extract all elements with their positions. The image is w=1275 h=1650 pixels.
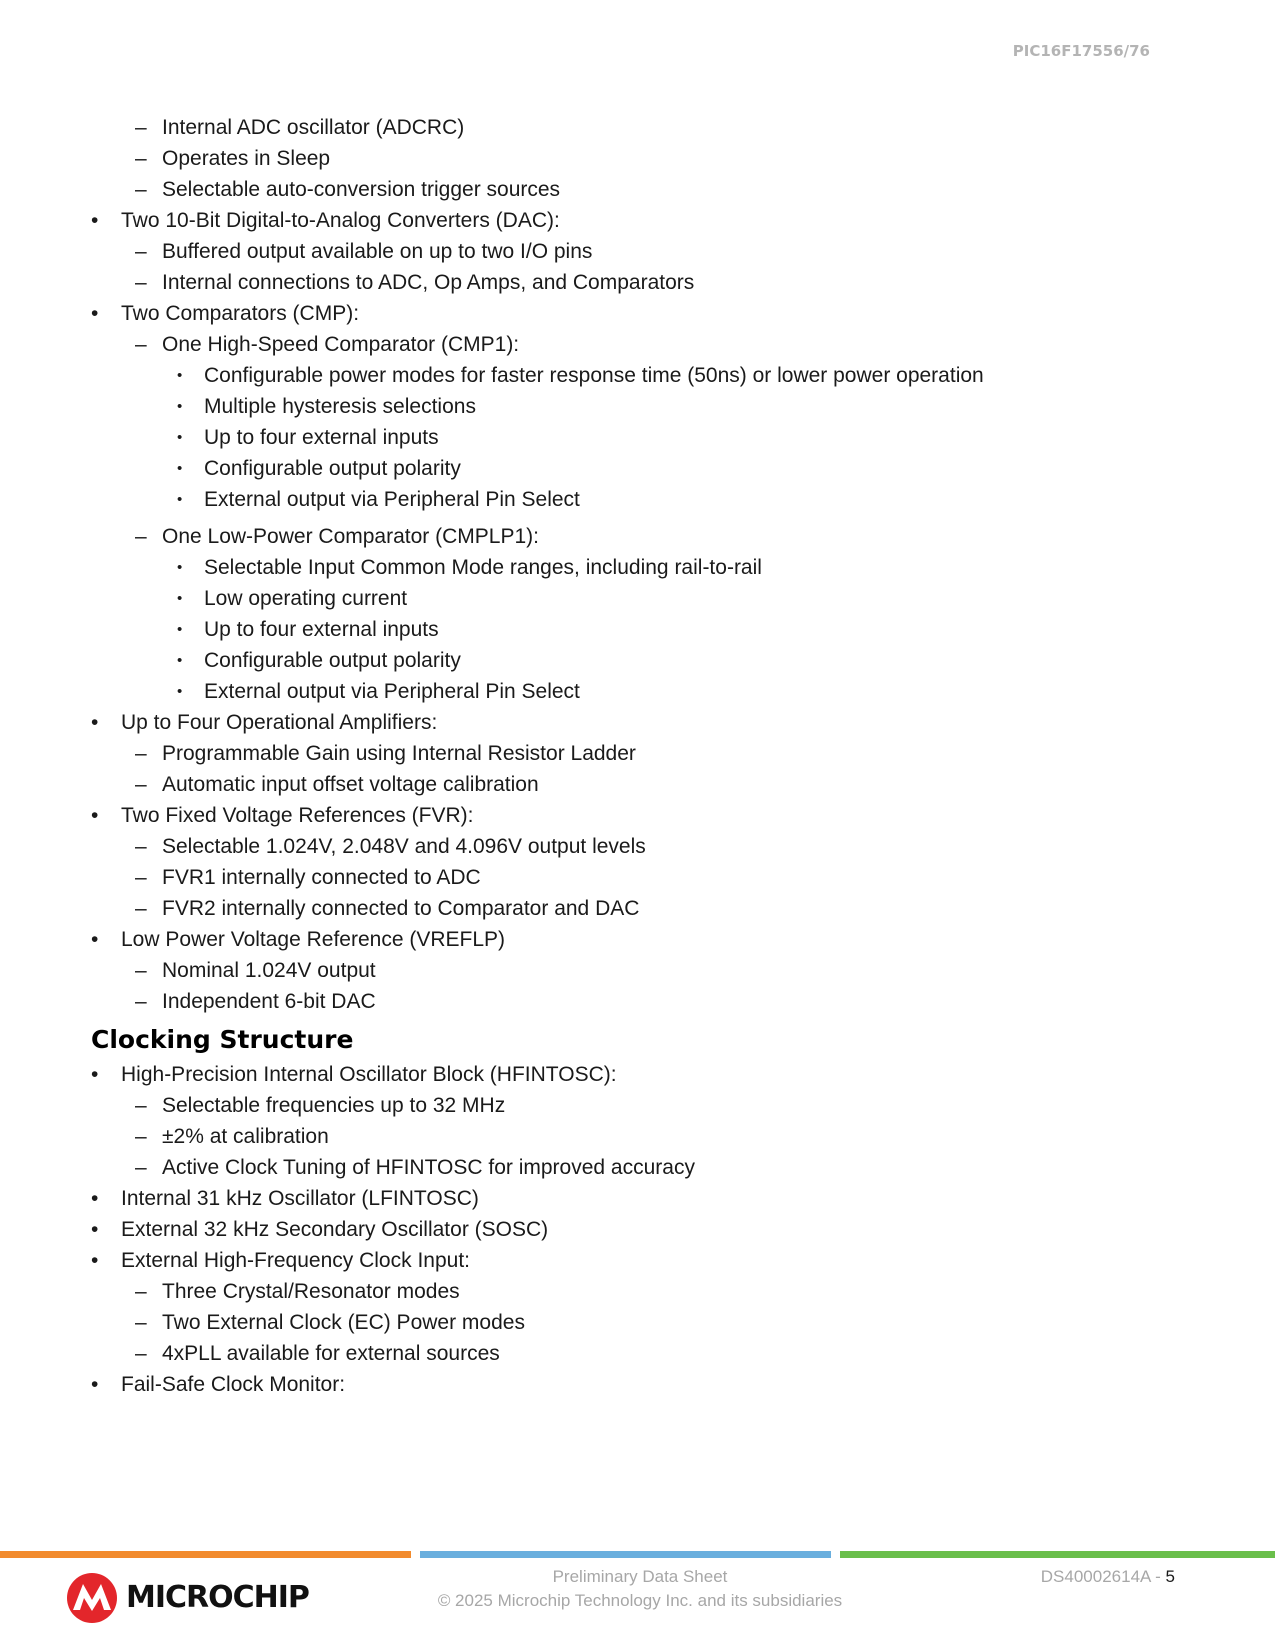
list-item-level-2 — [91, 329, 1191, 360]
list-item-level-1 — [91, 707, 1191, 738]
logo-wordmark: MICROCHIP — [126, 1580, 309, 1615]
dash-marker: – — [135, 240, 147, 263]
list-item-text: Internal 31 kHz Oscillator (LFINTOSC) — [121, 1187, 479, 1210]
list-item-level-1 — [91, 1183, 1191, 1214]
list-item-level-3 — [91, 484, 1191, 515]
list-item-text: Up to four external inputs — [204, 426, 439, 449]
list-item-level-2 — [91, 1276, 1191, 1307]
footer-separator: - — [1150, 1567, 1166, 1586]
list-item-text: High-Precision Internal Oscillator Block (HFINTOSC): — [121, 1063, 617, 1086]
list-item-text: FVR2 internally connected to Comparator and DAC — [162, 897, 640, 920]
list-item-level-3 — [91, 422, 1191, 453]
bullet-marker: • — [91, 1218, 99, 1241]
list-item-level-2 — [91, 174, 1191, 205]
list-item-level-3 — [91, 614, 1191, 645]
list-item-text: Internal connections to ADC, Op Amps, and Comparators — [162, 271, 695, 294]
footer-copyright: © 2025 Microchip Technology Inc. and its subsidiaries — [437, 1591, 843, 1610]
dash-marker: – — [135, 835, 147, 858]
list-item-level-2 — [91, 769, 1191, 800]
list-item-text: Three Crystal/Resonator modes — [162, 1280, 460, 1303]
list-item-text: Automatic input offset voltage calibration — [162, 773, 539, 796]
document-id-header: PIC16F17556/76 — [1012, 42, 1150, 60]
list-item-level-1 — [91, 1369, 1191, 1400]
dash-marker: – — [135, 897, 147, 920]
list-item-level-3 — [91, 360, 1191, 391]
list-item-level-2 — [91, 1152, 1191, 1183]
list-item-level-2 — [91, 267, 1191, 298]
list-item-text: External 32 kHz Secondary Oscillator (SOSC) — [121, 1218, 549, 1241]
dash-marker: – — [135, 333, 147, 356]
dash-marker: – — [135, 1156, 147, 1179]
list-item-text: External High-Frequency Clock Input: — [121, 1249, 470, 1272]
list-item-text: Configurable power modes for faster response time (50ns) or lower power operation — [204, 364, 984, 387]
bullet-marker: • — [177, 429, 183, 446]
bullet-marker: • — [91, 302, 99, 325]
list-item-text: Configurable output polarity — [204, 457, 461, 480]
list-item-level-3 — [91, 583, 1191, 614]
list-item-text: Active Clock Tuning of HFINTOSC for improved accuracy — [162, 1156, 695, 1179]
microchip-logo-icon — [64, 1570, 120, 1626]
list-item-text: Multiple hysteresis selections — [204, 395, 476, 418]
list-item-level-1 — [91, 1214, 1191, 1245]
list-item-text: External output via Peripheral Pin Select — [204, 488, 580, 511]
dash-marker: – — [135, 990, 147, 1013]
footer-bar-green — [840, 1551, 1275, 1558]
list-item-text: Selectable Input Common Mode ranges, including rail-to-rail — [204, 556, 762, 579]
list-item-level-2 — [91, 893, 1191, 924]
list-item-level-1 — [91, 298, 1191, 329]
dash-marker: – — [135, 116, 147, 139]
bullet-marker: • — [177, 367, 183, 384]
list-item-level-3 — [91, 552, 1191, 583]
dash-marker: – — [135, 1342, 147, 1365]
dash-marker: – — [135, 773, 147, 796]
list-item-level-1 — [91, 205, 1191, 236]
list-item-level-1 — [91, 800, 1191, 831]
list-item-text: Low operating current — [204, 587, 408, 610]
list-item-level-1 — [91, 924, 1191, 955]
page-number: 5 — [1165, 1567, 1175, 1586]
list-item-level-2 — [91, 986, 1191, 1017]
dash-marker: – — [135, 178, 147, 201]
footer-bar-blue — [420, 1551, 831, 1558]
bullet-marker: • — [177, 559, 183, 576]
bullet-marker: • — [91, 209, 99, 232]
list-item-level-2 — [91, 143, 1191, 174]
bullet-marker: • — [91, 1063, 99, 1086]
list-item-text: Fail-Safe Clock Monitor: — [121, 1373, 346, 1396]
section-heading: Clocking Structure — [91, 1025, 354, 1054]
footer-bar-orange — [0, 1551, 411, 1558]
list-item-text: Programmable Gain using Internal Resistor Ladder — [162, 742, 636, 765]
list-item-text: Two Comparators (CMP): — [121, 302, 360, 325]
list-item-text: FVR1 internally connected to ADC — [162, 866, 481, 889]
list-item-text: Two External Clock (EC) Power modes — [162, 1311, 525, 1334]
list-item-text: External output via Peripheral Pin Select — [204, 680, 580, 703]
dash-marker: – — [135, 525, 147, 548]
dash-marker: – — [135, 271, 147, 294]
bullet-marker: • — [91, 928, 99, 951]
list-item-level-3 — [91, 453, 1191, 484]
bullet-marker: • — [91, 804, 99, 827]
list-item-text: Operates in Sleep — [162, 147, 331, 170]
list-item-text: Buffered output available on up to two I/O pins — [162, 240, 593, 263]
list-item-text: 4xPLL available for external sources — [162, 1342, 500, 1365]
dash-marker: – — [135, 1125, 147, 1148]
bullet-marker: • — [177, 491, 183, 508]
list-item-level-3 — [91, 391, 1191, 422]
dash-marker: – — [135, 742, 147, 765]
list-item-text: Selectable auto-conversion trigger sources — [162, 178, 561, 201]
list-item-level-2 — [91, 831, 1191, 862]
bullet-marker: • — [177, 652, 183, 669]
list-item-level-2 — [91, 521, 1191, 552]
list-item-text: One High-Speed Comparator (CMP1): — [162, 333, 520, 356]
footer-doc-type: Preliminary Data Sheet — [552, 1567, 728, 1586]
list-item-level-2 — [91, 1121, 1191, 1152]
list-item-level-2 — [91, 862, 1191, 893]
list-item-text: Internal ADC oscillator (ADCRC) — [162, 116, 465, 139]
list-item-level-2 — [91, 112, 1191, 143]
bullet-marker: • — [177, 460, 183, 477]
list-item-text: Low Power Voltage Reference (VREFLP) — [121, 928, 506, 951]
list-item-text: Two Fixed Voltage References (FVR): — [121, 804, 474, 827]
list-item-level-1 — [91, 1245, 1191, 1276]
bullet-marker: • — [91, 1187, 99, 1210]
list-item-text: Up to Four Operational Amplifiers: — [121, 711, 438, 734]
dash-marker: – — [135, 1311, 147, 1334]
dash-marker: – — [135, 959, 147, 982]
list-item-text: ±2% at calibration — [162, 1125, 329, 1148]
list-item-level-2 — [91, 738, 1191, 769]
list-item-level-2 — [91, 1090, 1191, 1121]
bullet-marker: • — [177, 590, 183, 607]
list-item-level-3 — [91, 676, 1191, 707]
bullet-marker: • — [177, 683, 183, 700]
bullet-marker: • — [91, 1249, 99, 1272]
bullet-marker: • — [91, 711, 99, 734]
footer-page-info — [1041, 1565, 1175, 1589]
list-item-level-2 — [91, 955, 1191, 986]
list-item-level-2 — [91, 1338, 1191, 1369]
footer-doc-number: DS40002614A — [1040, 1567, 1151, 1586]
bullet-marker: • — [91, 1373, 99, 1396]
list-item-level-2 — [91, 1307, 1191, 1338]
list-item-text: Two 10-Bit Digital-to-Analog Converters (DAC): — [121, 209, 560, 232]
list-item-level-2 — [91, 236, 1191, 267]
list-item-text: Selectable 1.024V, 2.048V and 4.096V output levels — [162, 835, 646, 858]
dash-marker: – — [135, 1280, 147, 1303]
list-item-text: Configurable output polarity — [204, 649, 461, 672]
list-item-text: Independent 6-bit DAC — [162, 990, 376, 1013]
bullet-marker: • — [177, 621, 183, 638]
dash-marker: – — [135, 147, 147, 170]
list-item-level-3 — [91, 645, 1191, 676]
list-item-text: Nominal 1.024V output — [162, 959, 376, 982]
list-item-text: Up to four external inputs — [204, 618, 439, 641]
list-item-text: Selectable frequencies up to 32 MHz — [162, 1094, 506, 1117]
footer-center — [400, 1565, 880, 1613]
dash-marker: – — [135, 1094, 147, 1117]
list-item-text: One Low-Power Comparator (CMPLP1): — [162, 525, 539, 548]
list-item-level-1 — [91, 1059, 1191, 1090]
bullet-marker: • — [177, 398, 183, 415]
dash-marker: – — [135, 866, 147, 889]
document-body — [91, 112, 1191, 1400]
